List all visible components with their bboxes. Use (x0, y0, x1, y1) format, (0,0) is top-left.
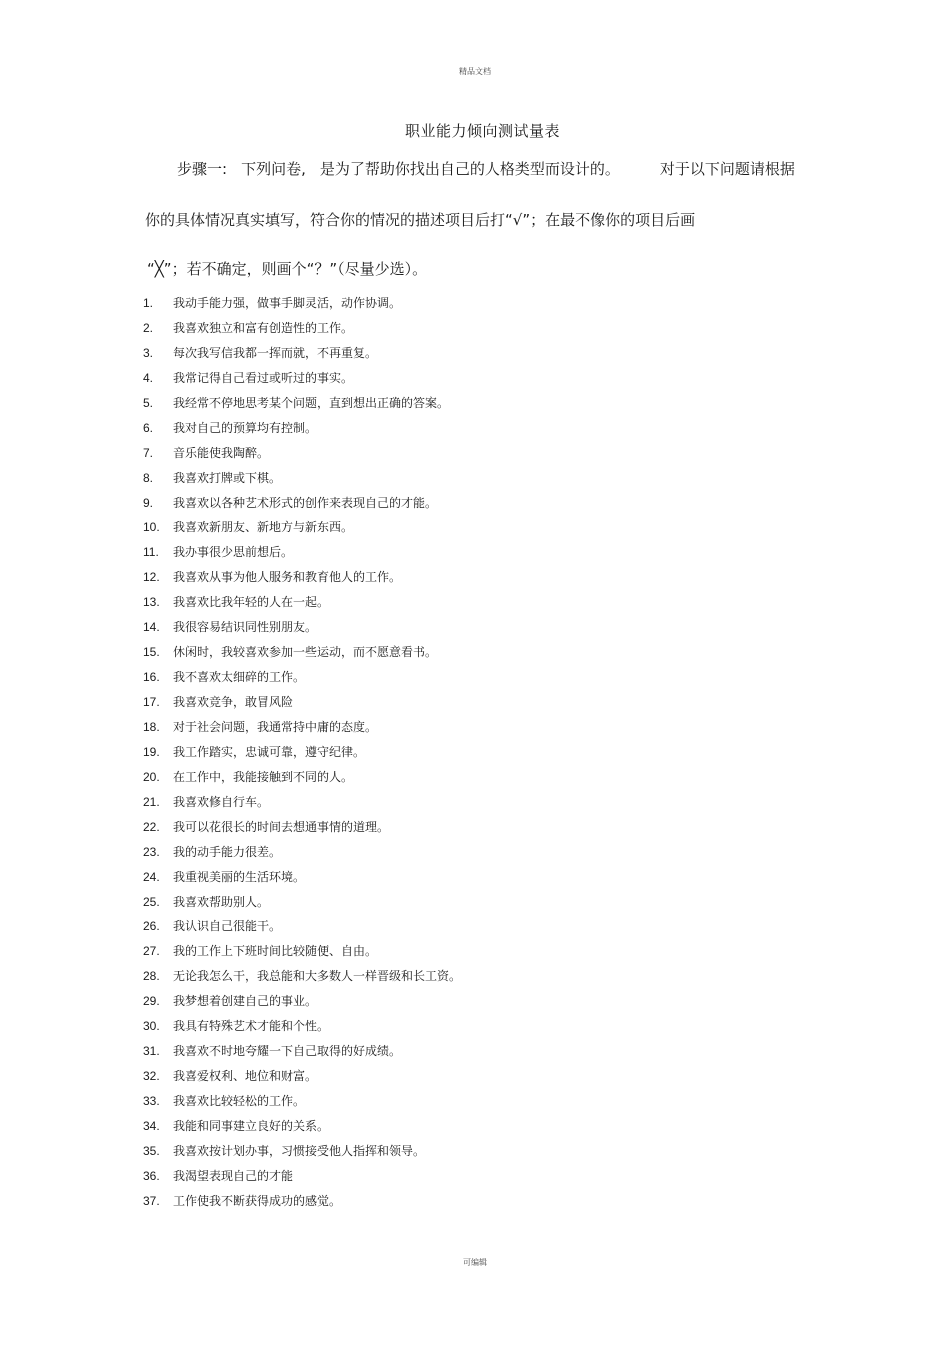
question-number: 6. (143, 420, 154, 435)
question-text: 我喜爱权利、地位和财富。 (173, 1069, 318, 1084)
question-item (143, 1065, 461, 1090)
intro-step-label: 步骤一: (177, 160, 228, 178)
question-item (143, 591, 461, 616)
question-text: 我喜欢比我年轻的人在一起。 (173, 595, 330, 610)
question-text: 每次我写信我都一挥而就，不再重复。 (173, 345, 378, 360)
question-text: 音乐能使我陶醉。 (173, 445, 270, 460)
question-text: 我喜欢修自行车。 (173, 794, 270, 809)
question-number: 13. (143, 595, 160, 610)
question-item (143, 965, 461, 990)
question-text: 我喜欢新朋友、新地方与新东西。 (173, 520, 354, 535)
question-item (143, 367, 461, 392)
question-item (143, 1040, 461, 1065)
question-text: 我的动手能力很差。 (173, 844, 282, 859)
question-number: 32. (143, 1069, 160, 1084)
question-number: 2. (143, 320, 154, 335)
question-number: 21. (143, 794, 160, 809)
question-number: 19. (143, 744, 160, 759)
question-item (143, 616, 461, 641)
question-text: 我喜欢按计划办事，习惯接受他人指挥和领导。 (173, 1143, 426, 1158)
question-text: 我喜欢不时地夸耀一下自己取得的好成绩。 (173, 1044, 402, 1059)
header-note: 精品文档 (459, 67, 491, 76)
question-item (143, 666, 461, 691)
question-item (143, 317, 461, 342)
question-number: 33. (143, 1094, 160, 1108)
question-text: 在工作中，我能接触到不同的人。 (173, 769, 354, 784)
question-text: 我不喜欢太细碎的工作。 (173, 670, 306, 685)
question-text: 我喜欢独立和富有创造性的工作。 (173, 320, 354, 335)
question-number: 36. (143, 1168, 160, 1183)
question-text: 无论我怎么干，我总能和大多数人一样晋级和长工资。 (173, 969, 462, 984)
question-text: 对于社会问题，我通常持中庸的态度。 (173, 719, 378, 734)
question-number: 26. (143, 919, 160, 934)
question-item (143, 641, 461, 666)
question-number: 30. (143, 1019, 160, 1034)
question-number: 22. (143, 819, 160, 834)
question-item (143, 716, 461, 741)
question-number: 35. (143, 1143, 160, 1158)
question-text: 我认识自己很能干。 (173, 919, 282, 934)
question-item (143, 816, 461, 841)
question-text: 我可以花很长的时间去想通事情的道理。 (173, 819, 390, 834)
question-item (143, 516, 461, 541)
question-number: 10. (143, 520, 160, 535)
intro-line-2: 你的具体情况真实填写，符合你的情况的描述项目后打“√”；在最不像你的项目后画 (145, 211, 696, 229)
question-item (143, 841, 461, 866)
question-number: 5. (143, 395, 154, 410)
question-text: 我喜欢以各种艺术形式的创作来表现自己的才能。 (173, 495, 438, 510)
question-list (143, 292, 461, 1215)
question-item (143, 691, 461, 716)
intro-segment: 对于以下问题请根据 (659, 160, 795, 178)
question-number: 15. (143, 645, 160, 660)
question-item (143, 741, 461, 766)
question-number: 18. (143, 719, 160, 734)
question-number: 12. (143, 570, 160, 585)
question-item (143, 342, 461, 367)
question-number: 17. (143, 695, 160, 709)
question-number: 34. (143, 1118, 160, 1133)
question-text: 工作使我不断获得成功的感觉。 (173, 1193, 342, 1208)
question-number: 37. (143, 1193, 160, 1208)
question-text: 我工作踏实，忠诚可靠，遵守纪律。 (173, 744, 366, 759)
footer-note: 可编辑 (463, 1258, 487, 1267)
question-number: 24. (143, 869, 160, 884)
question-number: 3. (143, 345, 154, 360)
question-item (143, 940, 461, 965)
question-text: 我的工作上下班时间比较随便、自由。 (173, 944, 378, 959)
question-text: 我喜欢帮助别人。 (173, 894, 270, 909)
question-number: 31. (143, 1044, 160, 1059)
question-number: 16. (143, 670, 160, 685)
question-item (143, 541, 461, 566)
question-text: 我很容易结识同性别朋友。 (173, 620, 318, 635)
intro-segment: 下列问卷, (241, 160, 306, 178)
question-number: 11. (143, 545, 159, 560)
question-number: 28. (143, 969, 160, 984)
question-item (143, 292, 461, 317)
question-number: 9. (143, 495, 154, 510)
question-item (143, 566, 461, 591)
question-item (143, 1090, 461, 1115)
intro-line-3: “╳”；若不确定，则画个“？”（尽量少选）。 (147, 260, 428, 278)
question-item (143, 417, 461, 442)
question-text: 我喜欢比较轻松的工作。 (173, 1094, 306, 1108)
question-number: 29. (143, 994, 160, 1009)
question-number: 7. (143, 445, 154, 460)
question-number: 8. (143, 470, 154, 485)
question-text: 我对自己的预算均有控制。 (173, 420, 318, 435)
question-text: 我具有特殊艺术才能和个性。 (173, 1019, 330, 1034)
question-item (143, 442, 461, 467)
question-number: 14. (143, 620, 160, 635)
question-item (143, 492, 461, 517)
question-text: 我动手能力强，做事手脚灵活，动作协调。 (173, 296, 402, 310)
question-text: 我喜欢打牌或下棋。 (173, 470, 282, 485)
question-number: 27. (143, 944, 160, 959)
question-item (143, 392, 461, 417)
question-text: 休闲时，我较喜欢参加一些运动，而不愿意看书。 (173, 645, 438, 660)
question-item (143, 1190, 461, 1215)
question-item (143, 1165, 461, 1190)
question-item (143, 1015, 461, 1040)
question-text: 我经常不停地思考某个问题，直到想出正确的答案。 (173, 395, 450, 410)
question-text: 我渴望表现自己的才能 (173, 1168, 294, 1183)
question-number: 4. (143, 370, 154, 385)
question-text: 我能和同事建立良好的关系。 (173, 1118, 330, 1133)
question-item (143, 1115, 461, 1140)
question-text: 我重视美丽的生活环境。 (173, 869, 306, 884)
intro-segment: 是为了帮助你找出自己的人格类型而设计的。 (319, 160, 620, 178)
intro-line-1 (177, 158, 795, 179)
question-number: 1. (143, 296, 154, 310)
question-item (143, 866, 461, 891)
question-text: 我喜欢竞争，敢冒风险 (173, 695, 294, 709)
question-item (143, 891, 461, 916)
question-item (143, 791, 461, 816)
question-text: 我梦想着创建自己的事业。 (173, 994, 318, 1009)
question-text: 我喜欢从事为他人服务和教育他人的工作。 (173, 570, 402, 585)
question-item (143, 1140, 461, 1165)
question-item (143, 990, 461, 1015)
question-number: 25. (143, 894, 160, 909)
question-item (143, 915, 461, 940)
question-item (143, 467, 461, 492)
question-item (143, 766, 461, 791)
question-text: 我办事很少思前想后。 (173, 545, 294, 560)
question-number: 20. (143, 769, 160, 784)
question-text: 我常记得自己看过或听过的事实。 (173, 370, 354, 385)
page-title: 职业能力倾向测试量表 (404, 122, 560, 140)
question-number: 23. (143, 844, 160, 859)
